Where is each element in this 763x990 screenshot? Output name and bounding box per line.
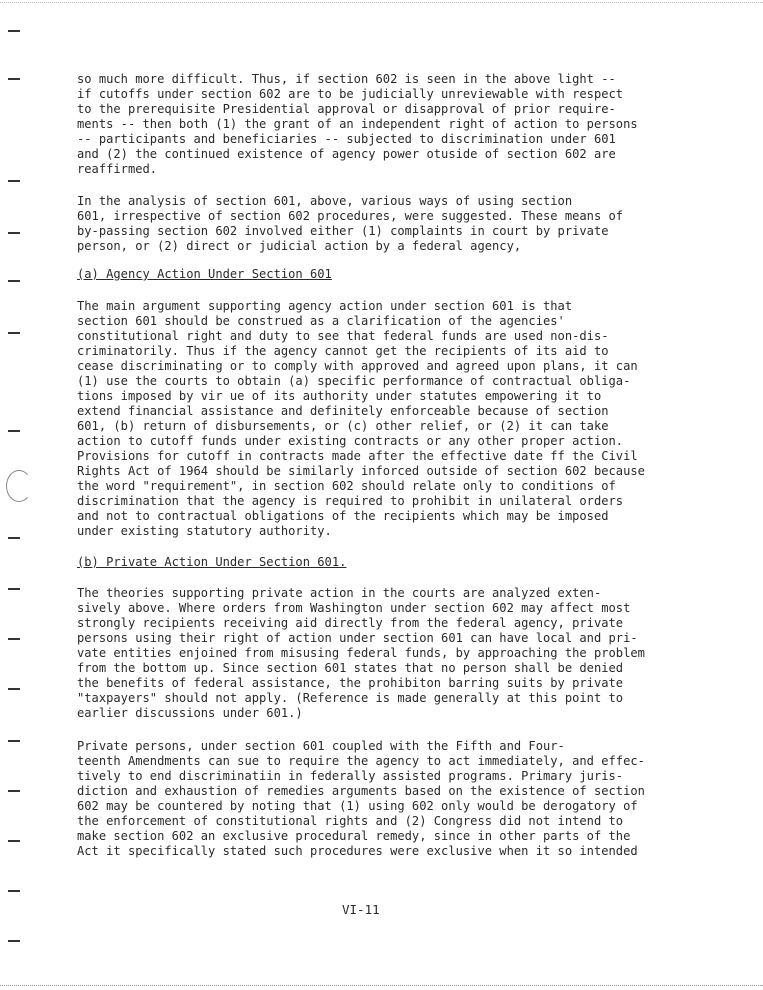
punch-hole	[6, 470, 32, 502]
paragraph-4	[77, 586, 657, 721]
page-number: VI-11	[342, 902, 380, 917]
text-line: constitutional right and duty to see that federal funds are used non-dis-	[77, 329, 609, 343]
text-line: Private persons, under section 601 coupled with the Fifth and Four-	[77, 739, 565, 753]
margin-mark	[8, 332, 20, 334]
margin-mark	[8, 740, 20, 742]
text-line: person, or (2) direct or judicial action by a federal agency,	[77, 239, 522, 253]
text-line: ments -- then both (1) the grant of an independent right of action to persons	[77, 117, 638, 131]
paragraph-2	[77, 194, 657, 254]
text-line: The main argument supporting agency action under section 601 is that	[77, 299, 573, 313]
text-line: section 601 should be construed as a clarification of the agencies'	[77, 314, 565, 328]
margin-mark	[8, 790, 20, 792]
text-line: if cutoffs under section 602 are to be judicially unreviewable with respect	[77, 87, 624, 101]
heading-text: (b) Private Action Under Section 601.	[77, 555, 347, 569]
margin-mark	[8, 232, 20, 234]
text-line: by-passing section 602 involved either (1) complaints in court by private	[77, 224, 609, 238]
text-line: In the analysis of section 601, above, various ways of using section	[77, 194, 573, 208]
text-line: "taxpayers" should not apply. (Reference is made generally at this point to	[77, 691, 624, 705]
text-line: strongly recipients receiving aid directly from the federal agency, private	[77, 616, 624, 630]
margin-mark	[8, 537, 20, 539]
text-line: Provisions for cutoff in contracts made after the effective date ff the Civil	[77, 449, 638, 463]
text-line: action to cutoff funds under existing contracts or any other proper action.	[77, 434, 624, 448]
text-line: earlier discussions under 601.)	[77, 706, 303, 720]
text-line: make section 602 an exclusive procedural remedy, since in other parts of the	[77, 829, 631, 843]
section-heading-a	[77, 267, 332, 281]
text-line: teenth Amendments can sue to require the agency to act immediately, and effec-	[77, 754, 645, 768]
text-line: sively above. Where orders from Washington under section 602 may affect most	[77, 601, 631, 615]
text-line: diction and exhaustion of remedies arguments based on the existence of section	[77, 784, 645, 798]
text-line: 601, (b) return of disbursements, or (c) other relief, or (2) it can take	[77, 419, 609, 433]
paragraph-1	[77, 72, 657, 177]
margin-mark	[8, 688, 20, 690]
bottom-edge-dots	[0, 985, 763, 986]
margin-mark	[8, 638, 20, 640]
text-line: 601, irrespective of section 602 procedures, were suggested. These means of	[77, 209, 624, 223]
text-line: criminatorily. Thus if the agency cannot get the recipients of its aid to	[77, 344, 609, 358]
text-line: from the bottom up. Since section 601 states that no person shall be denied	[77, 661, 624, 675]
text-line: The theories supporting private action in the courts are analyzed exten-	[77, 586, 602, 600]
text-line: Rights Act of 1964 should be similarly inforced outside of section 602 because	[77, 464, 645, 478]
text-line: the enforcement of constitutional rights and (2) Congress did not intend to	[77, 814, 624, 828]
margin-mark	[8, 588, 20, 590]
paragraph-3	[77, 299, 657, 539]
text-line: 602 may be countered by noting that (1) using 602 only would be derogatory of	[77, 799, 638, 813]
text-line: cease discriminating or to comply with approved and agreed upon plans, it can	[77, 359, 638, 373]
text-line: the word "requirement", in section 602 should relate only to conditions of	[77, 479, 616, 493]
margin-mark	[8, 180, 20, 182]
text-line: reaffirmed.	[77, 162, 158, 176]
margin-mark	[8, 30, 20, 32]
heading-text: (a) Agency Action Under Section 601	[77, 267, 332, 281]
top-edge-dots	[0, 2, 763, 4]
text-line: extend financial assistance and definitely enforceable because of section	[77, 404, 609, 418]
margin-mark	[8, 78, 20, 80]
text-line: and not to contractual obligations of the recipients which may be imposed	[77, 509, 609, 523]
text-line: so much more difficult. Thus, if section 602 is seen in the above light --	[77, 72, 616, 86]
text-line: and (2) the continued existence of agency power otuside of section 602 are	[77, 147, 616, 161]
text-line: tions imposed by vir ue of its authority under statutes empowering it to	[77, 389, 602, 403]
text-line: (1) use the courts to obtain (a) specific performance of contractual obliga-	[77, 374, 631, 388]
margin-mark	[8, 280, 20, 282]
text-line: to the prerequisite Presidential approval or disapproval of prior require-	[77, 102, 616, 116]
text-line: Act it specifically stated such procedures were exclusive when it so intended	[77, 844, 638, 858]
margin-mark	[8, 840, 20, 842]
text-line: the benefits of federal assistance, the prohibiton barring suits by private	[77, 676, 624, 690]
text-line: tively to end discriminatiin in federally assisted programs. Primary juris-	[77, 769, 624, 783]
text-line: -- participants and beneficiaries -- subjected to discrimination under 601	[77, 132, 616, 146]
paragraph-5	[77, 739, 657, 859]
margin-mark	[8, 430, 20, 432]
margin-mark	[8, 890, 20, 892]
text-line: vate entities enjoined from misusing federal funds, by approaching the problem	[77, 646, 645, 660]
margin-mark	[8, 940, 20, 942]
section-heading-b	[77, 555, 346, 569]
text-line: persons using their right of action under section 601 can have local and pri-	[77, 631, 638, 645]
text-line: discrimination that the agency is required to prohibit in unilateral orders	[77, 494, 624, 508]
text-line: under existing statutory authority.	[77, 524, 332, 538]
